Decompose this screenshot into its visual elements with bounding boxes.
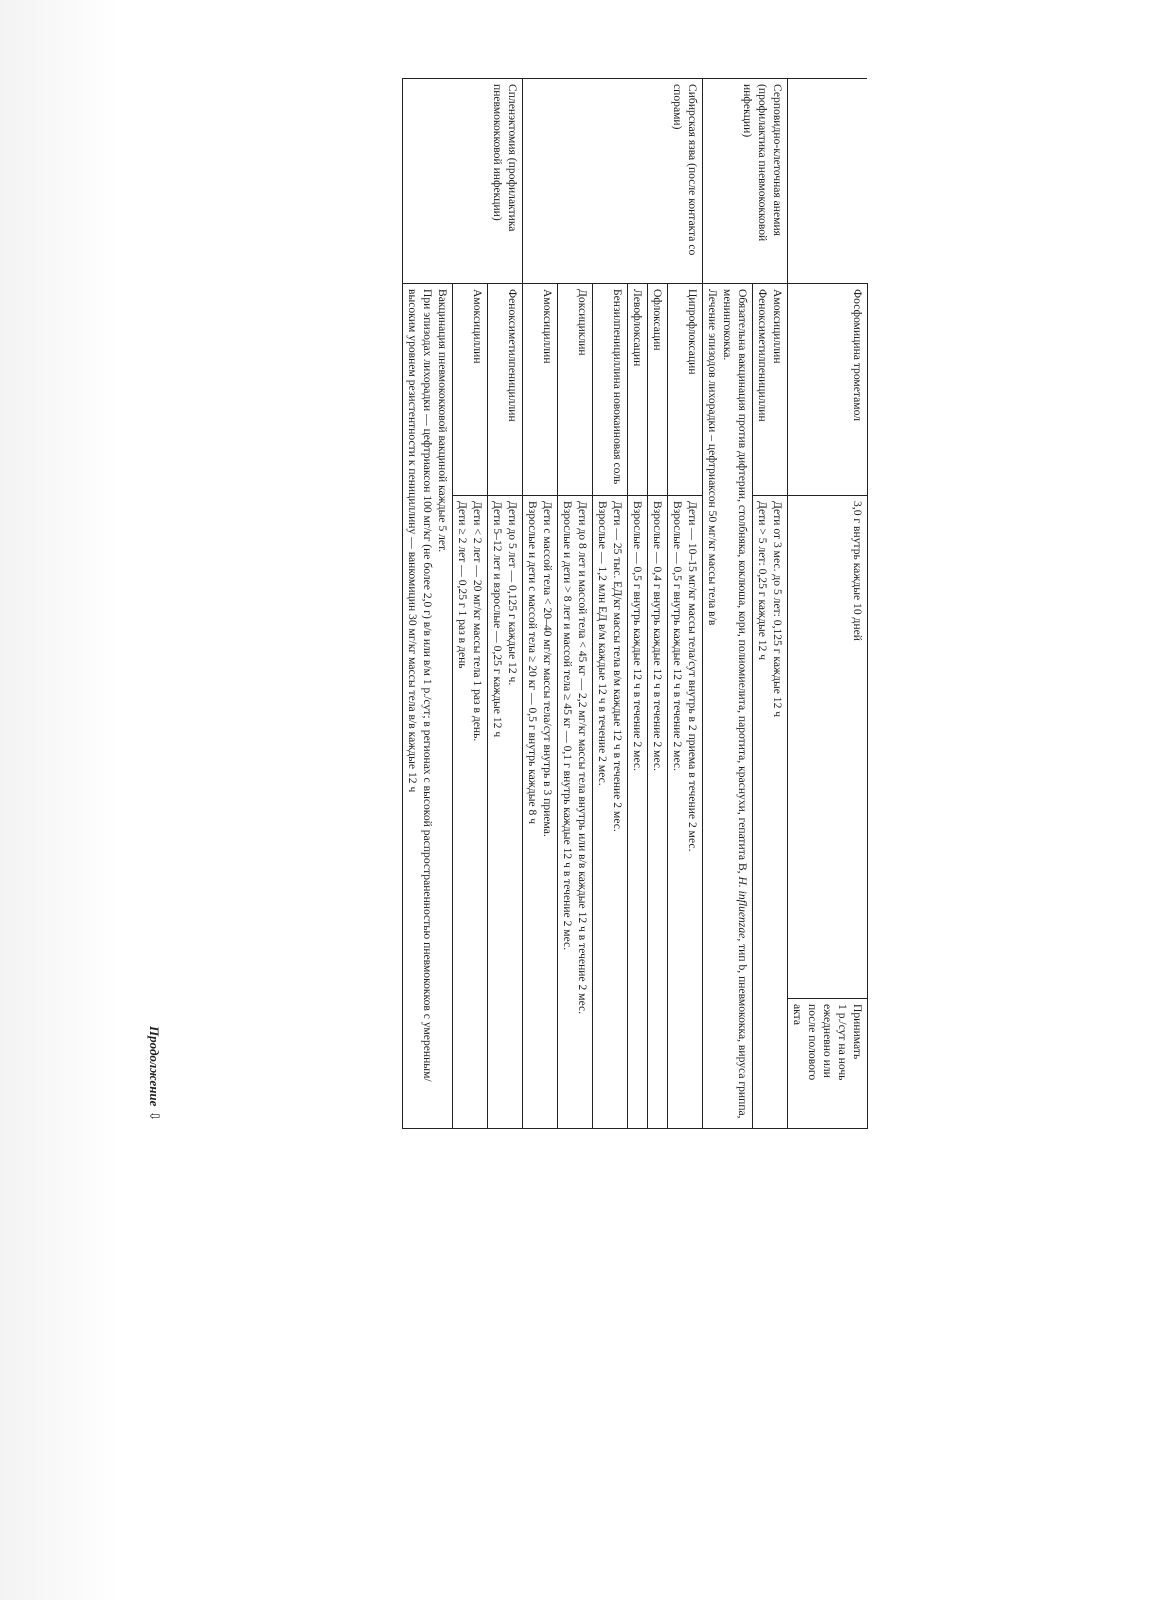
scan-margin — [0, 0, 120, 1600]
dose-cell — [488, 496, 523, 1129]
note-cell — [788, 999, 868, 1129]
fever-treatment: Лечение эпизодов лихорадки – цефтриаксон 50 мг/кг массы тела в/в — [706, 289, 719, 626]
drug-cell — [753, 284, 788, 496]
vaccination-text: Вакцинация пневмококковой вакциной каждые 5 лет. — [436, 289, 449, 553]
dose-cell — [453, 496, 488, 1129]
condition-cell: Сибирская язва (после контакта со спорами) — [523, 79, 703, 284]
vaccination-text: , тип b, пневмококка, вируса гриппа, менингококка. — [721, 289, 749, 1119]
dose-line: Дети < 2 лет — 20 мг/кг массы тела 1 раз в день. — [471, 501, 484, 742]
note-line: после полового — [806, 1004, 819, 1081]
drug-cell: Амоксициллин — [453, 284, 488, 496]
drug-cell: Офлоксацин — [648, 284, 668, 496]
dose-cell — [593, 496, 628, 1129]
condition-cell: Спленэктомия (профилактика пневмококковой инфекции) — [403, 79, 523, 284]
vaccination-note — [703, 284, 753, 1129]
dose-line: Взрослые — 1,2 млн ЕД в/м каждые 12 ч в течение 2 мес. — [596, 501, 609, 786]
table-row — [788, 79, 868, 1129]
drug-cell: Бензилпенициллина новокаиновая соль — [593, 284, 628, 496]
drug-cell: Ципрофлоксацин — [668, 284, 703, 496]
arrow-down-icon: ⇩ — [147, 1110, 162, 1122]
note-line: 1 р./сут на ночь — [836, 1004, 849, 1081]
continuation-label: Продолжение — [147, 1026, 162, 1107]
dose-line: Дети — 10–15 мг/кг массы тела/сут внутрь в 2 приема в течение 2 мес. — [686, 501, 699, 852]
table-row — [668, 79, 703, 1129]
drug-cell: Фосфомицина трометамол — [788, 284, 868, 496]
rotated-page — [147, 78, 868, 1128]
dose-line: Дети до 8 лет и массой тела < 45 кг — 2,2 мг/кг массы тела внутрь или в/в каждые 12 ч в течение 2 мес. — [576, 501, 589, 1015]
pathogen-name: H. influenzae — [736, 876, 749, 939]
drug-name: Феноксиметилпенициллин — [756, 289, 769, 422]
table-row — [488, 79, 523, 1129]
dose-cell: 3,0 г внутрь каждые 10 дней — [788, 496, 868, 999]
drug-cell: Доксициклин — [558, 284, 593, 496]
note-line: Принимать — [851, 1004, 864, 1060]
dose-line: Дети ≥ 2 лет — 0,25 г 1 раз в день — [456, 501, 469, 669]
dose-line: Дети > 5 лет: 0,25 г каждые 12 ч — [756, 501, 769, 661]
drug-cell: Левофлоксацин — [628, 284, 648, 496]
dose-cell — [668, 496, 703, 1129]
dose-cell — [753, 496, 788, 1129]
dose-cell: Взрослые — 0,4 г внутрь каждые 12 ч в течение 2 мес. — [648, 496, 668, 1129]
dose-cell — [558, 496, 593, 1129]
antibiotic-prophylaxis-table — [402, 78, 868, 1129]
dose-line: Взрослые и дети с массой тела ≥ 20 кг — 0,5 г внутрь каждые 8 ч — [526, 501, 539, 825]
dose-line: Дети от 3 мес. до 5 лет: 0,125 г каждые 12 ч — [771, 501, 784, 718]
condition-cell: Серповидно-клеточная анемия (профилактика пневмококковой инфекции) — [703, 79, 788, 284]
drug-name: Амоксициллин — [771, 289, 784, 364]
fever-treatment: При эпизодах лихорадки — цефтриаксон 100 мг/кг (не более 2,0 г) в/в или в/м 1 р./сут; в регионах с высокой распространенностью пневмококков с умеренным/высоким уровнем резистентности к пенициллину — ванкомицин 30 мг/кг массы тела в/в каждые 12 ч — [406, 289, 434, 1082]
vaccination-text: Обязательна вакцинация против дифтерии, столбняка, коклюша, кори, полиомиелита, паротита, краснухи, гепатита В, — [736, 289, 749, 877]
dose-cell: Взрослые — 0,5 г внутрь каждые 12 ч в течение 2 мес. — [628, 496, 648, 1129]
table-row — [753, 79, 788, 1129]
drug-cell: Феноксиметилпенициллин — [488, 284, 523, 496]
dose-line: Взрослые и дети > 8 лет и массой тела ≥ 45 кг — 0,1 г внутрь каждые 12 ч в течение 2 мес. — [561, 501, 574, 951]
note-line: акта — [791, 1004, 804, 1025]
drug-cell: Амоксициллин — [523, 284, 558, 496]
continuation-note — [146, 1026, 162, 1121]
condition-cell — [788, 79, 868, 284]
dose-line: Дети 5–12 лет и взрослые — 0,25 г каждые 12 ч — [491, 501, 504, 738]
dose-line: Дети — 25 тыс. ЕД/кг массы тела в/м каждые 12 ч в течение 2 мес. — [611, 501, 624, 832]
dose-cell — [523, 496, 558, 1129]
dose-line: Дети до 5 лет — 0,125 г каждые 12 ч. — [506, 501, 519, 686]
splenectomy-note — [403, 284, 453, 1129]
dose-line: Дети с массой тела < 20–40 мг/кг массы тела/сут внутрь в 3 приема. — [541, 501, 554, 837]
note-line: ежедневно или — [821, 1004, 834, 1078]
dose-line: Взрослые — 0,5 г внутрь каждые 12 ч в течение 2 мес. — [671, 501, 684, 771]
